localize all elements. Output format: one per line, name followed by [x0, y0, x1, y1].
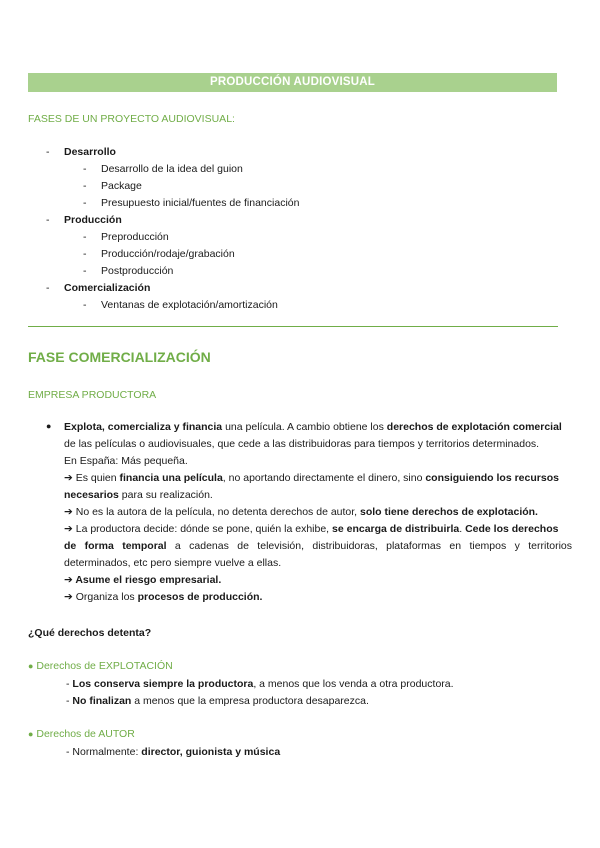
para-line: determinados, etc pero siempre vuelve a ellas.: [64, 557, 282, 569]
list-dash: -: [83, 231, 87, 243]
phase-item: Preproducción: [101, 231, 169, 243]
para-line: ➔ Organiza los procesos de producción.: [64, 591, 263, 603]
para-line: ➔ Es quien financia una película, no aportando directamente el dinero, sino consiguiendo los recursos: [64, 472, 559, 484]
explotacion-item: - Los conserva siempre la productora, a menos que los venda a otra productora.: [66, 678, 454, 690]
phase-produccion: Producción: [64, 214, 122, 226]
section-divider: [28, 326, 558, 327]
list-dash: -: [46, 214, 50, 226]
phase-item: Package: [101, 180, 142, 192]
list-dash: -: [83, 163, 87, 175]
explotacion-item: - No finalizan a menos que la empresa productora desaparezca.: [66, 695, 369, 707]
phase-item: Presupuesto inicial/fuentes de financiación: [101, 197, 300, 209]
rights-autor-heading: ● Derechos de AUTOR: [28, 728, 135, 740]
section-title: FASE COMERCIALIZACIÓN: [28, 349, 211, 365]
bullet-icon: ●: [28, 661, 34, 671]
phase-comercializacion: Comercialización: [64, 282, 151, 294]
list-dash: -: [83, 299, 87, 311]
list-dash: -: [83, 265, 87, 277]
arrow-icon: ➔: [64, 591, 73, 603]
list-dash: -: [46, 146, 50, 158]
phase-item: Producción/rodaje/grabación: [101, 248, 235, 260]
para-line: ➔ No es la autora de la película, no detenta derechos de autor, solo tiene derechos de explotación.: [64, 506, 538, 518]
list-dash: -: [83, 180, 87, 192]
para-line: En España: Más pequeña.: [64, 455, 188, 467]
rights-explotacion-heading: ● Derechos de EXPLOTACIÓN: [28, 660, 173, 672]
title-banner: PRODUCCIÓN AUDIOVISUAL: [28, 73, 557, 92]
arrow-icon: ➔: [64, 472, 73, 484]
bullet-icon: ●: [46, 421, 52, 431]
phase-item: Desarrollo de la idea del guion: [101, 163, 243, 175]
para-line: de las películas o audiovisuales, que cede a las distribuidoras para tiempos y territorios determinados.: [64, 438, 540, 450]
arrow-icon: ➔: [64, 506, 73, 518]
para-line: ➔ La productora decide: dónde se pone, quién la exhibe, se encarga de distribuirla. Cede los derechos: [64, 523, 559, 535]
para-line: necesarios para su realización.: [64, 489, 213, 501]
autor-item: - Normalmente: director, guionista y música: [66, 746, 281, 758]
subsection-title: EMPRESA PRODUCTORA: [28, 389, 157, 401]
phase-desarrollo: Desarrollo: [64, 146, 116, 158]
bullet-icon: ●: [28, 729, 34, 739]
productora-description: [64, 419, 572, 606]
list-dash: -: [83, 248, 87, 260]
list-dash: -: [46, 282, 50, 294]
phase-item: Postproducción: [101, 265, 174, 277]
para-line: Explota, comercializa y financia una película. A cambio obtiene los derechos de explotación comercial: [64, 421, 562, 433]
phase-item: Ventanas de explotación/amortización: [101, 299, 278, 311]
para-line: ➔ Asume el riesgo empresarial.: [64, 574, 222, 586]
para-line: de forma temporal a cadenas de televisión, distribuidoras, plataformas en tiempos y territorios: [64, 540, 572, 552]
rights-question: ¿Qué derechos detenta?: [28, 627, 152, 639]
phases-heading: FASES DE UN PROYECTO AUDIOVISUAL:: [28, 113, 235, 125]
arrow-icon: ➔: [64, 523, 73, 535]
list-dash: -: [83, 197, 87, 209]
arrow-icon: ➔: [64, 574, 73, 586]
